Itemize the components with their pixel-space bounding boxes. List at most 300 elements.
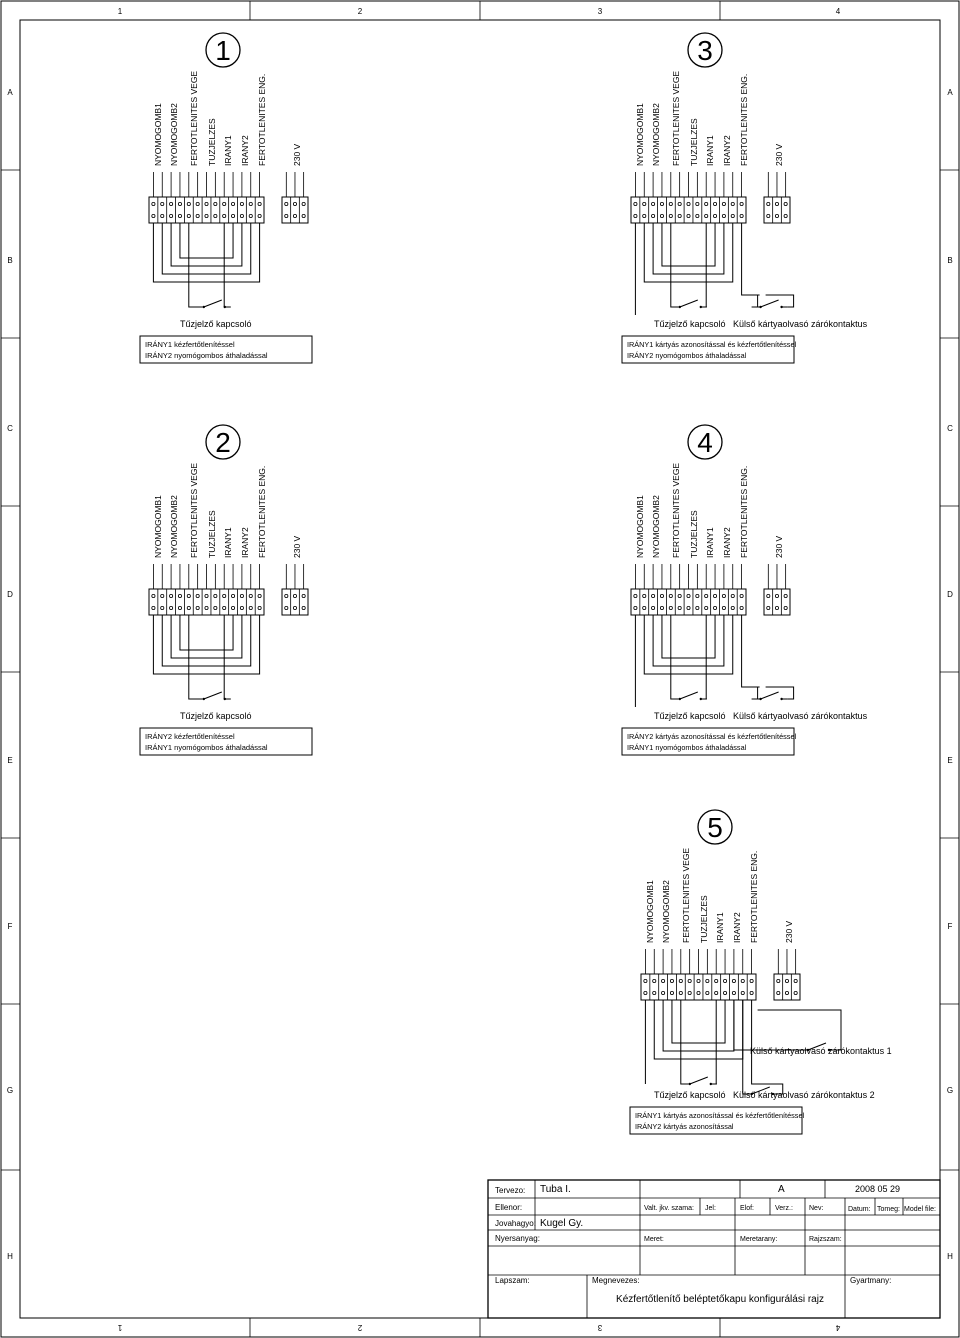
frame-column-label: 3 [597, 1323, 603, 1332]
terminal-screw [161, 214, 164, 217]
terminal-screw [696, 202, 699, 205]
terminal-screw [223, 606, 226, 609]
terminal-screw [697, 991, 700, 994]
terminal-screw [652, 202, 655, 205]
terminal-screw [775, 202, 778, 205]
terminal-screw [784, 214, 787, 217]
terminal-screw [660, 594, 663, 597]
note-line: IRÁNY1 kézfertőtlenítéssel [145, 340, 235, 349]
terminal-screw [161, 594, 164, 597]
terminal-screw [731, 606, 734, 609]
fire-switch-wire [189, 615, 201, 699]
terminal-screw [662, 979, 665, 982]
config-note [622, 728, 797, 755]
note-line: IRÁNY1 nyomógombos áthaladással [145, 743, 268, 752]
tomeg-label: Tomeg: [877, 1206, 900, 1213]
switch-label: Tűzjelző kapcsoló [654, 319, 726, 329]
terminal-screw [643, 606, 646, 609]
terminal-screw [662, 991, 665, 994]
jumper-wire [171, 223, 242, 266]
wiring [635, 223, 793, 315]
terminal-label: TUZJELZES [207, 510, 217, 558]
fire-switch-wire [189, 223, 201, 307]
wiring [153, 223, 259, 308]
wiring [635, 615, 793, 707]
diagram-5 [630, 810, 892, 1134]
valt-label: Valt. jkv. szama: [644, 1205, 694, 1212]
fire-switch-blade [680, 692, 698, 699]
title-block [488, 1180, 940, 1318]
frame-column-label: 1 [117, 7, 123, 16]
terminal-label: IRANY1 [705, 135, 715, 166]
terminal-screw [634, 202, 637, 205]
jumper-wire [153, 223, 259, 282]
terminal-label: IRANY1 [715, 912, 725, 943]
terminal-screw [187, 594, 190, 597]
terminal-screw [688, 991, 691, 994]
terminal-screw [688, 979, 691, 982]
terminal-screw [196, 214, 199, 217]
terminal-screw [767, 214, 770, 217]
jovahagyo-label: Jovahagyo: [495, 1219, 536, 1228]
terminal-label: FERTOTLENITES VEGE [189, 70, 199, 166]
terminal-screw [152, 606, 155, 609]
terminal-screw [231, 594, 234, 597]
terminal-label: NYOMOGOMB1 [153, 103, 163, 166]
fire-switch-wire [706, 223, 707, 307]
config-note [140, 336, 312, 363]
terminal-screw [223, 594, 226, 597]
terminal-screw [643, 202, 646, 205]
terminal-screw [723, 979, 726, 982]
terminal-label: FERTOTLENITES VEGE [681, 847, 691, 943]
gyartmany-label: Gyartmany: [850, 1276, 892, 1285]
terminal-screw [740, 214, 743, 217]
switch-label: Külső kártyaolvasó zárókontaktus [733, 319, 868, 329]
terminal-screw [285, 594, 288, 597]
card-reader-switch-blade [761, 300, 779, 307]
terminal-screw [706, 991, 709, 994]
terminal-block [149, 197, 308, 223]
terminal-screw [240, 202, 243, 205]
frame-row-label: H [7, 1252, 13, 1261]
nev-label: Nev: [809, 1205, 824, 1212]
switch-label: Tűzjelző kapcsoló [180, 319, 252, 329]
terminal-label: 230 V [292, 143, 302, 166]
terminal-screw [258, 594, 261, 597]
terminal-label: FERTOTLENITES ENG. [739, 73, 749, 166]
terminal-screw [170, 202, 173, 205]
power-terminal-strip [764, 197, 790, 223]
terminal-strip [641, 974, 756, 1000]
terminal-screw [732, 991, 735, 994]
terminal-label: FERTOTLENITES VEGE [671, 70, 681, 166]
fire-switch-wire [224, 615, 229, 699]
diagram-number: 5 [707, 812, 723, 843]
terminal-label: NYOMOGOMB2 [169, 103, 179, 166]
terminal-screw [785, 979, 788, 982]
terminal-screw [715, 979, 718, 982]
terminal-screw [750, 979, 753, 982]
terminal-label: FERTOTLENITES VEGE [189, 462, 199, 558]
frame-row-label: B [947, 256, 953, 265]
terminal-label: NYOMOGOMB1 [635, 103, 645, 166]
terminal-screw [178, 214, 181, 217]
tervezo-value: Tuba I. [540, 1184, 571, 1195]
terminal-screw [205, 202, 208, 205]
terminal-label: IRANY1 [705, 527, 715, 558]
note-line: IRÁNY1 kártyás azonosítással és kézfertőtlenítéssel [635, 1111, 805, 1120]
elof-label: Elof: [740, 1205, 755, 1212]
terminal-screw [249, 606, 252, 609]
frame-row-label: F [7, 922, 13, 931]
card-reader-switch-blade [761, 692, 779, 699]
terminal-label: NYOMOGOMB1 [153, 495, 163, 558]
terminal-screw [660, 214, 663, 217]
terminal-screw [161, 606, 164, 609]
terminal-screw [258, 202, 261, 205]
frame-column-label: 1 [117, 1323, 123, 1332]
terminal-screw [777, 991, 780, 994]
terminal-screw [285, 214, 288, 217]
terminal-screw [722, 202, 725, 205]
terminal-screw [705, 202, 708, 205]
terminal-screw [214, 202, 217, 205]
terminal-screw [152, 594, 155, 597]
terminal-label: FERTOTLENITES ENG. [257, 73, 267, 166]
terminal-screw [178, 606, 181, 609]
frame-row-label: C [7, 424, 13, 433]
frame-row-label: G [6, 1086, 14, 1095]
terminal-screw [652, 606, 655, 609]
terminal-label: FERTOTLENITES ENG. [739, 465, 749, 558]
terminal-screw [722, 606, 725, 609]
frame-row-label: H [947, 1252, 953, 1261]
terminal-label: FERTOTLENITES VEGE [671, 462, 681, 558]
terminal-label: 230 V [784, 920, 794, 943]
terminal-screw [740, 606, 743, 609]
terminal-label: NYOMOGOMB1 [645, 880, 655, 943]
verz-label: Verz.: [775, 1205, 793, 1212]
frame-row-label: D [947, 590, 953, 599]
terminal-screw [634, 594, 637, 597]
jel-label: Jel: [705, 1205, 716, 1212]
terminal-screw [740, 202, 743, 205]
drawing-title: Kézfertőtlenítő beléptetőkapu konfigurálási rajz [616, 1294, 824, 1305]
fire-switch-wire [671, 615, 677, 699]
terminal-label: 230 V [774, 535, 784, 558]
terminal-screw [679, 991, 682, 994]
terminal-screw [285, 606, 288, 609]
diagram-2 [140, 425, 312, 755]
frame-column-label: 4 [835, 1323, 841, 1332]
terminal-screw [187, 202, 190, 205]
card-reader-wire [743, 1000, 749, 1094]
terminal-block [641, 974, 800, 1000]
terminal-label: IRANY2 [722, 527, 732, 558]
datum-label: Datum: [848, 1206, 871, 1213]
terminal-screw [794, 991, 797, 994]
terminal-screw [678, 214, 681, 217]
switch-label: Külső kártyaolvasó zárókontaktus [733, 711, 868, 721]
frame-row-label: G [946, 1086, 954, 1095]
terminal-screw [777, 979, 780, 982]
terminal-screw [285, 202, 288, 205]
terminal-screw [196, 594, 199, 597]
frame-row-label: E [7, 756, 13, 765]
terminal-label: TUZJELZES [689, 510, 699, 558]
fire-switch-blade [690, 1077, 708, 1084]
lapszam-label: Lapszam: [495, 1276, 530, 1285]
terminal-screw [696, 594, 699, 597]
terminal-screw [715, 991, 718, 994]
fire-switch-wire [681, 1000, 687, 1084]
terminal-screw [178, 594, 181, 597]
terminal-screw [741, 979, 744, 982]
diagram-number: 4 [697, 427, 713, 458]
diagram-number: 2 [215, 427, 231, 458]
terminal-label: IRANY2 [732, 912, 742, 943]
frame-row-label: D [7, 590, 13, 599]
terminal-screw [669, 606, 672, 609]
terminal-screw [775, 214, 778, 217]
terminal-screw [687, 202, 690, 205]
jumper-wire [171, 615, 242, 658]
note-line: IRÁNY2 kézfertőtlenítéssel [145, 732, 235, 741]
terminal-screw [231, 606, 234, 609]
terminal-screw [223, 214, 226, 217]
ellenor-label: Ellenor: [495, 1203, 523, 1212]
terminal-block [631, 589, 790, 615]
frame-row-label: B [7, 256, 13, 265]
terminal-screw [775, 594, 778, 597]
terminal-label: NYOMOGOMB2 [651, 103, 661, 166]
terminal-label: IRANY2 [722, 135, 732, 166]
jovahagyo-value: Kugel Gy. [540, 1218, 584, 1229]
terminal-strip [631, 589, 746, 615]
switch-label: Tűzjelző kapcsoló [180, 711, 252, 721]
terminal-screw [634, 214, 637, 217]
terminal-screw [223, 202, 226, 205]
nyersanyag-label: Nyersanyag: [495, 1234, 540, 1243]
terminal-screw [687, 594, 690, 597]
jumper-wire [672, 1000, 725, 1043]
terminal-screw [293, 606, 296, 609]
switch-label: Tűzjelző kapcsoló [654, 1090, 726, 1100]
terminal-screw [731, 202, 734, 205]
terminal-screw [302, 202, 305, 205]
tervezo-label: Tervezo: [495, 1186, 526, 1195]
terminal-screw [722, 214, 725, 217]
card-reader-wire [742, 615, 760, 687]
terminal-screw [785, 991, 788, 994]
terminal-screw [794, 979, 797, 982]
terminal-label: TUZJELZES [689, 118, 699, 166]
terminal-screw [669, 594, 672, 597]
terminal-strip [631, 197, 746, 223]
terminal-screw [152, 214, 155, 217]
frame-row-label: A [947, 88, 953, 97]
terminal-screw [713, 594, 716, 597]
terminal-screw [187, 606, 190, 609]
index-value: A [778, 1184, 785, 1195]
note-line: IRÁNY2 kártyás azonosítással [635, 1122, 734, 1131]
terminal-screw [205, 214, 208, 217]
fire-switch-wire [224, 223, 229, 307]
terminal-screw [670, 991, 673, 994]
terminal-screw [732, 979, 735, 982]
terminal-screw [240, 606, 243, 609]
terminal-screw [178, 202, 181, 205]
terminal-screw [634, 606, 637, 609]
diagram-number: 1 [215, 35, 231, 66]
fire-switch-blade [204, 692, 222, 699]
diagram-4 [622, 425, 868, 755]
terminal-block [631, 197, 790, 223]
wiring [153, 615, 259, 700]
terminal-screw [644, 979, 647, 982]
jumper-wire [153, 615, 259, 674]
terminal-label: 230 V [774, 143, 784, 166]
terminal-screw [249, 214, 252, 217]
terminal-label: NYOMOGOMB1 [635, 495, 645, 558]
terminal-screw [240, 214, 243, 217]
terminal-screw [696, 214, 699, 217]
terminal-screw [687, 606, 690, 609]
terminal-screw [653, 979, 656, 982]
power-terminal-strip [774, 974, 800, 1000]
terminal-screw [722, 594, 725, 597]
terminal-screw [240, 594, 243, 597]
terminal-screw [196, 202, 199, 205]
terminal-screw [214, 214, 217, 217]
power-terminal-strip [282, 197, 308, 223]
card-reader-wire [758, 1010, 841, 1050]
card-reader-wire [766, 295, 794, 307]
fire-switch-wire [706, 615, 707, 699]
terminal-label: IRANY1 [223, 135, 233, 166]
frame-row-label: E [947, 756, 953, 765]
jumper-wire [180, 223, 233, 258]
terminal-screw [687, 214, 690, 217]
terminal-label: FERTOTLENITES ENG. [257, 465, 267, 558]
diagram-number: 3 [697, 35, 713, 66]
terminal-label: FERTOTLENITES ENG. [749, 850, 759, 943]
card-reader-wire [742, 223, 760, 295]
meret-label: Meret: [644, 1236, 664, 1243]
fire-switch-wire [671, 223, 677, 307]
terminal-screw [767, 606, 770, 609]
terminal-screw [713, 202, 716, 205]
terminal-screw [784, 202, 787, 205]
config-note [622, 336, 797, 363]
terminal-screw [653, 991, 656, 994]
terminal-screw [196, 606, 199, 609]
terminal-screw [249, 594, 252, 597]
terminal-screw [644, 991, 647, 994]
date-value: 2008 05 29 [855, 1184, 901, 1194]
power-terminal-strip [282, 589, 308, 615]
terminal-screw [258, 214, 261, 217]
note-line: IRÁNY1 nyomógombos áthaladással [627, 743, 747, 752]
terminal-screw [705, 214, 708, 217]
megnevezes-label: Megnevezes: [592, 1276, 640, 1285]
diagram-3 [622, 33, 868, 363]
terminal-screw [152, 202, 155, 205]
terminal-screw [660, 606, 663, 609]
frame-row-label: A [7, 88, 13, 97]
switch-label: Tűzjelző kapcsoló [654, 711, 726, 721]
terminal-label: IRANY2 [240, 135, 250, 166]
jumper-wire [662, 223, 715, 266]
terminal-screw [293, 594, 296, 597]
jumper-wire [644, 615, 733, 674]
terminal-screw [705, 606, 708, 609]
terminal-screw [170, 214, 173, 217]
drawing-frame [1, 1, 959, 1337]
terminal-label: IRANY2 [240, 527, 250, 558]
terminal-screw [302, 594, 305, 597]
terminal-screw [669, 214, 672, 217]
terminal-screw [767, 594, 770, 597]
terminal-screw [678, 606, 681, 609]
frame-row-label: C [947, 424, 953, 433]
terminal-label: NYOMOGOMB2 [661, 880, 671, 943]
terminal-screw [697, 979, 700, 982]
note-line: IRÁNY2 nyomógombos áthaladással [627, 351, 747, 360]
terminal-screw [302, 606, 305, 609]
terminal-screw [170, 606, 173, 609]
meretarany-label: Meretarany: [740, 1236, 778, 1243]
fire-switch-blade [204, 300, 222, 307]
switch-label: Külső kártyaolvasó zárókontaktus 2 [733, 1090, 875, 1100]
terminal-screw [740, 594, 743, 597]
config-note [630, 1107, 805, 1134]
terminal-screw [713, 214, 716, 217]
frame-row-label: F [947, 922, 953, 931]
terminal-screw [679, 979, 682, 982]
note-line: IRÁNY2 kártyás azonosítással és kézfertőtlenítéssel [627, 732, 797, 741]
terminal-screw [214, 594, 217, 597]
terminal-screw [302, 214, 305, 217]
terminal-label: 230 V [292, 535, 302, 558]
card-reader-wire [734, 1000, 805, 1050]
terminal-screw [741, 991, 744, 994]
terminal-screw [293, 202, 296, 205]
terminal-screw [723, 991, 726, 994]
terminal-screw [187, 214, 190, 217]
terminal-screw [731, 594, 734, 597]
note-line: IRÁNY1 kártyás azonosítással és kézfertőtlenítéssel [627, 340, 797, 349]
terminal-screw [767, 202, 770, 205]
diagram-1 [140, 33, 312, 363]
jumper-wire [644, 223, 733, 282]
terminal-screw [750, 991, 753, 994]
card-reader-wire [766, 687, 794, 699]
terminal-screw [784, 594, 787, 597]
jumper-wire [180, 615, 233, 650]
terminal-screw [713, 606, 716, 609]
frame-column-label: 4 [835, 7, 841, 16]
terminal-screw [678, 202, 681, 205]
terminal-screw [706, 979, 709, 982]
terminal-screw [678, 594, 681, 597]
terminal-screw [784, 606, 787, 609]
terminal-screw [258, 606, 261, 609]
terminal-screw [670, 979, 673, 982]
terminal-label: IRANY1 [223, 527, 233, 558]
frame-column-label: 2 [357, 7, 363, 16]
